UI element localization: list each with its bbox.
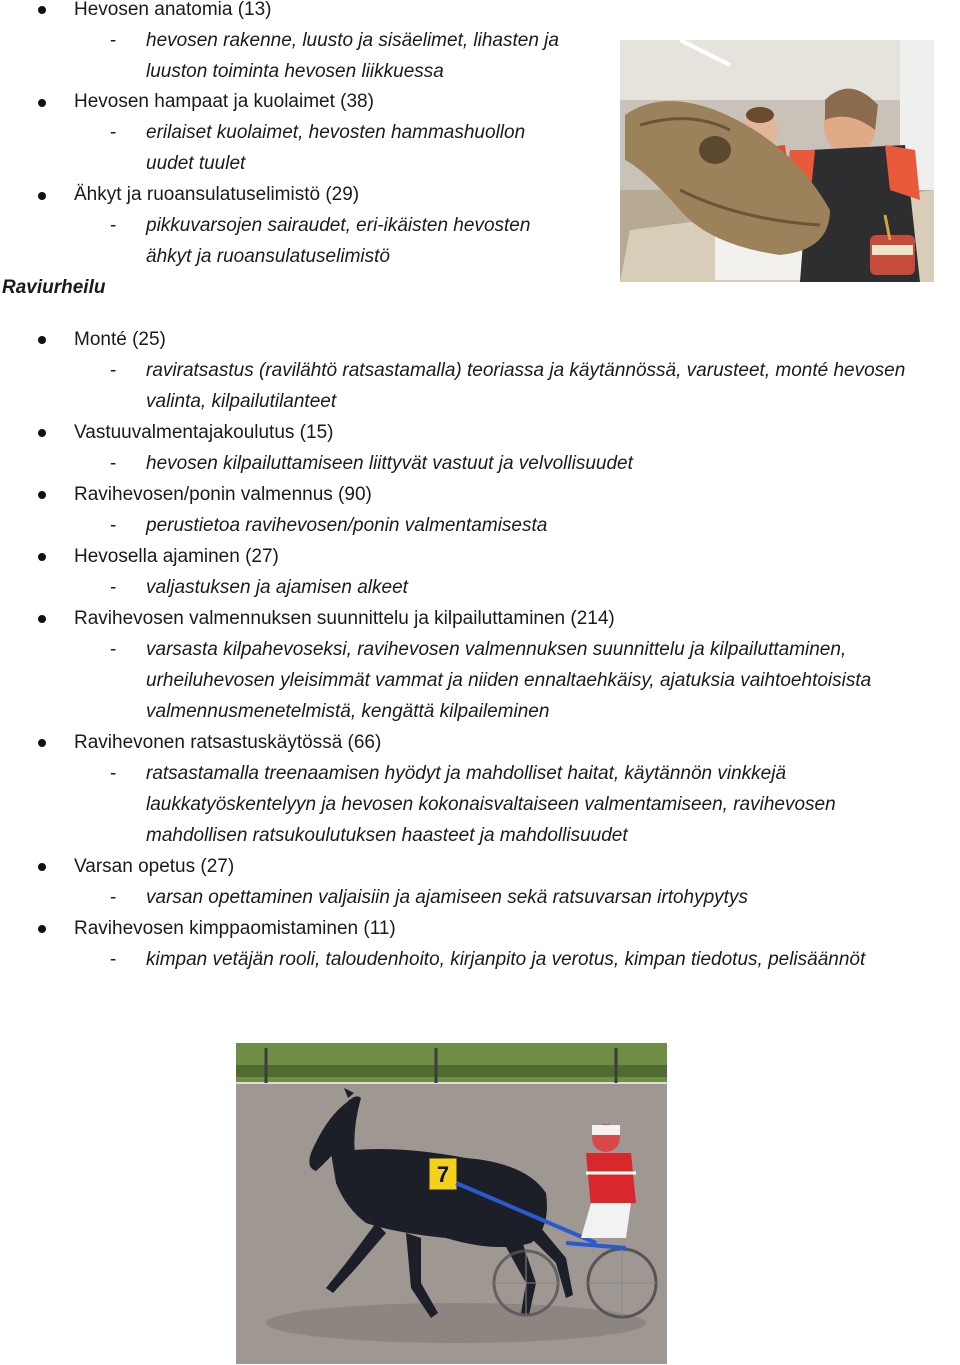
sulky-number: 7	[436, 1162, 450, 1187]
dash-marker: -	[110, 515, 117, 536]
course-title: Ähkyt ja ruoansulatuselimistö (29)	[74, 184, 360, 205]
course-desc: mahdollisen ratsukoulutuksen haasteet ja mahdollisuudet	[146, 825, 628, 846]
course-desc: perustietoa ravihevosen/ponin valmentamisesta	[146, 515, 548, 536]
course-desc: varsan opettaminen valjaisiin ja ajamiseen sekä ratsuvarsan irtohypytys	[146, 887, 748, 908]
dash-marker: -	[110, 215, 117, 236]
bullet-icon	[38, 925, 46, 933]
bullet-icon	[38, 553, 46, 561]
course-desc: ratsastamalla treenaamisen hyödyt ja mahdolliset haitat, käytännön vinkkejä	[146, 763, 787, 784]
course-desc: valinta, kilpailutilanteet	[146, 391, 337, 412]
course-title: Ravihevosen/ponin valmennus (90)	[74, 484, 372, 505]
course-desc: uudet tuulet	[146, 153, 246, 174]
bullet-icon	[38, 863, 46, 871]
section-heading: Raviurheilu	[2, 277, 106, 298]
course-desc: kimpan vetäjän rooli, taloudenhoito, kirjanpito ja verotus, kimpan tiedotus, pelisäännöt	[146, 949, 866, 970]
course-desc: raviratsastus (ravilähtö ratsastamalla) teoriassa ja käytännössä, varusteet, monté hevosen	[146, 360, 906, 381]
dash-marker: -	[110, 949, 117, 970]
course-title: Hevosen anatomia (13)	[74, 0, 272, 20]
dash-marker: -	[110, 763, 117, 784]
course-title: Vastuuvalmentajakoulutus (15)	[74, 422, 334, 443]
harness-racing-photo	[236, 1043, 667, 1364]
bullet-icon	[38, 429, 46, 437]
course-title: Ravihevonen ratsastuskäytössä (66)	[74, 732, 382, 753]
course-title: Varsan opetus (27)	[74, 856, 235, 877]
course-title: Hevosen hampaat ja kuolaimet (38)	[74, 91, 374, 112]
bullet-icon	[38, 99, 46, 107]
bullet-icon	[38, 491, 46, 499]
course-desc: laukkatyöskentelyyn ja hevosen kokonaisvaltaiseen valmentamiseen, ravihevosen	[146, 794, 836, 815]
course-desc: varsasta kilpahevoseksi, ravihevosen valmennuksen suunnittelu ja kilpailuttaminen,	[146, 639, 847, 660]
course-title: Ravihevosen valmennuksen suunnittelu ja kilpailuttaminen (214)	[74, 608, 615, 629]
bullet-icon	[38, 192, 46, 200]
course-title: Ravihevosen kimppaomistaminen (11)	[74, 918, 396, 939]
dash-marker: -	[110, 887, 117, 908]
dash-marker: -	[110, 122, 117, 143]
dash-marker: -	[110, 639, 117, 660]
course-desc: luuston toiminta hevosen liikkuessa	[146, 61, 444, 82]
course-desc: valjastuksen ja ajamisen alkeet	[146, 577, 408, 598]
bullet-icon	[38, 615, 46, 623]
course-title: Monté (25)	[74, 329, 166, 350]
course-desc: pikkuvarsojen sairaudet, eri-ikäisten hevosten	[146, 215, 531, 236]
course-desc: urheiluhevosen yleisimmät vammat ja niiden ennaltaehkäisy, ajatuksia vaihtoehtoisista	[146, 670, 872, 691]
bullet-icon	[38, 739, 46, 747]
skull-photo	[620, 40, 934, 282]
dash-marker: -	[110, 577, 117, 598]
dash-marker: -	[110, 360, 117, 381]
course-title: Hevosella ajaminen (27)	[74, 546, 279, 567]
course-desc: hevosen rakenne, luusto ja sisäelimet, lihasten ja	[146, 30, 559, 51]
course-desc: hevosen kilpailuttamiseen liittyvät vastuut ja velvollisuudet	[146, 453, 633, 474]
dash-marker: -	[110, 30, 117, 51]
course-desc: erilaiset kuolaimet, hevosten hammashuollon	[146, 122, 526, 143]
bullet-icon	[38, 6, 46, 14]
course-desc: ähkyt ja ruoansulatuselimistö	[146, 246, 390, 267]
dash-marker: -	[110, 453, 117, 474]
bullet-icon	[38, 336, 46, 344]
course-desc: valmennusmenetelmistä, kengättä kilpaileminen	[146, 701, 550, 722]
